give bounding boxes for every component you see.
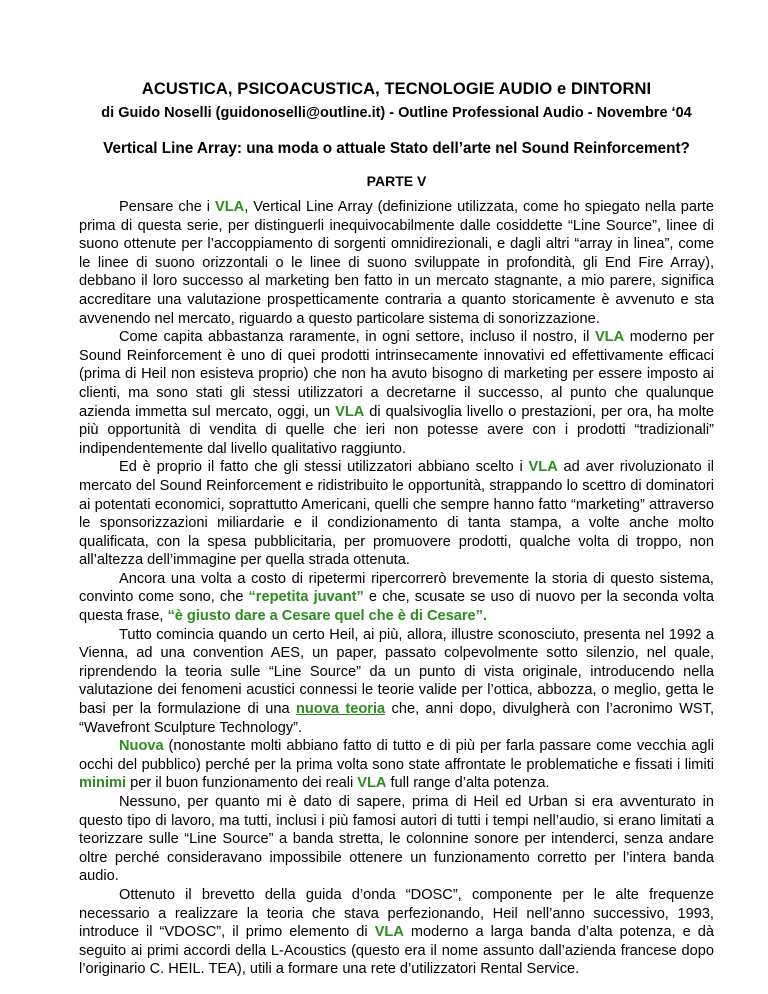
author-line: di Guido Noselli (guidonoselli@outline.it) - Outline Professional Audio - Novembre ‘04 <box>101 105 692 121</box>
body-paragraph <box>79 198 714 328</box>
body-paragraph <box>79 886 714 979</box>
paragraph-text: per il buon funzionamento dei reali <box>126 775 358 792</box>
body-paragraph <box>79 626 714 738</box>
paragraph-text: Nessuno, per quanto mi è dato di sapere, prima di Heil ed Urban si era avventurato in questo tipo di lavoro, ma tutti, inclusi i più famosi autori di tutti i tempi nell’audio, si erano limitati a teorizzare sulle “Line Source” a banda stretta, le colonnine sonore per intenderci, senza andare oltre perché consideravano impossibile ottenere un funzionamento corretto per l’intera banda audio. <box>79 794 714 885</box>
paragraph-text: Ottenuto il brevetto della guida d’onda “DOSC”, componente per le alte frequenze necessario a realizzare la teoria che stava perfezionando, Heil nell’anno successivo, 1993, introduce il “VDOSC”, il primo elemento di <box>79 886 714 941</box>
paragraph-text: (nonostante molti abbiano fatto di tutto e di più per farla passare come vecchia agli occhi del pubblico) perché per la prima volta sono state affrontate le problematiche e fissati i limiti <box>79 738 714 773</box>
paragraph-text: che, anni dopo, divulgherà con l’acronimo WST, “Wavefront Sculpture Technology”. <box>79 701 714 736</box>
highlighted-term: VLA <box>594 329 625 346</box>
paragraph-text: e che, scusate se uso di nuovo per la seconda volta questa frase, <box>79 589 714 625</box>
paragraph-text: moderno per Sound Reinforcement è uno di quei prodotti intrinsecamente innovativi ed effettivamente efficaci (prima di Heil non esisteva proprio) che non ha avuto bisogno di marketing per essere imposto ai clienti, ma sono stati gli stessi utilizzatori a decretarne il successo, al punto che qualunque azienda immetta sul mercato, oggi, un <box>79 329 714 420</box>
highlighted-term: “è giusto dare a Cesare quel che è di Cesare”. <box>167 608 488 625</box>
highlighted-term: “repetita juvant” <box>248 589 364 606</box>
highlighted-term: VLA <box>528 459 558 476</box>
body-paragraph <box>79 328 714 458</box>
part-label: PARTE V <box>366 173 427 189</box>
highlighted-term: Nuova <box>119 738 164 755</box>
paragraph-text: di qualsivoglia livello o prestazioni, per ora, ha molte più opportunità di vendita di quelle che ieri non potesse avere con i prodotti “tradizionali” indipendentemente dal livello qualitativo raggiunto. <box>79 403 714 457</box>
highlighted-term: nuova teoria <box>296 701 386 718</box>
paragraph-text: Come capita abbastanza raramente, in ogni settore, incluso il nostro, il <box>119 329 595 346</box>
paragraph-text: Ancora una volta a costo di ripetermi ripercorrerò brevemente la storia di questo sistema, convinto come sono, che <box>79 570 714 606</box>
highlighted-term: VLA <box>357 775 387 792</box>
body-paragraph <box>79 570 714 626</box>
body-paragraph <box>79 458 714 570</box>
body-paragraph <box>79 737 714 793</box>
document-title: ACUSTICA, PSICOACUSTICA, TECNOLOGIE AUDIO e DINTORNI <box>141 80 652 98</box>
paragraph-text: , Vertical Line Array (definizione utilizzata, come ho spiegato nella parte prima di questa serie, per distinguerli inequivocabilmente dalle cosiddette “Line Source”, linee di suono ottenute per l’accoppiamento di sorgenti omnidirezionali, e dagli altri “array in linea”, come le linee di suono orizzontali o le linee di suono sviluppate in profondità, gli End Fire Array), debbano il loro successo al marketing ben fatto in un mercato stagnante, a mio parere, significa accreditare una valutazione prospetticamente contraria a quanto storicamente è avvenuto e sta avvenendo nel mercato, riguardo a questo particolare sistema di sonorizzazione. <box>79 199 714 327</box>
highlighted-term: VLA <box>374 924 404 941</box>
paragraph-text: Tutto comincia quando un certo Heil, ai più, allora, illustre sconosciuto, presenta nel 1992 a Vienna, ad una convention AES, un paper, passato colpevolmente sotto silenzio, nel quale, riprendendo la teoria sulle “Line Source” da un punto di vista originale, introducendo nella valutazione dei fenomeni acustici connessi le teorie valide per l’ottica, abbozza, o meglio, getta le basi per la formulazione di una <box>79 626 714 718</box>
highlighted-term: VLA <box>215 199 245 215</box>
article-body <box>79 198 714 979</box>
paragraph-text: ad aver rivoluzionato il mercato del Sound Reinforcement e ridistribuito le opportunità, strappando lo scettro di dominatori ai potentati economici, soprattutto Americani, quelli che sempre hanno fatto “marketing” attraverso le sponsorizzazioni miliardarie e il condizionamento di tanta stampa, a volte anche molto qualificata, con la spesa pubblicitaria, per promuovere prodotti, qualche volta di troppo, non all’altezza dell’immagine per quella strada ottenuta. <box>79 459 714 569</box>
paragraph-text: Pensare che i <box>119 199 215 215</box>
paragraph-text: full range d’alta potenza. <box>386 775 550 792</box>
highlighted-term: minimi <box>79 775 127 792</box>
paragraph-text: moderno a larga banda d’alta potenza, e dà seguito ai primi accordi della L-Acoustics (questo era il nome assunto dall’azienda francese dopo l’originario C. HEIL. TEA), utili a formare una rete d’utilizzatori Rental Service. <box>79 924 714 978</box>
article-headline: Vertical Line Array: una moda o attuale Stato dell’arte nel Sound Reinforcement? <box>103 140 690 157</box>
body-paragraph <box>79 793 714 886</box>
highlighted-term: VLA <box>335 403 365 420</box>
paragraph-text: Ed è proprio il fatto che gli stessi utilizzatori abbiano scelto i <box>119 459 529 476</box>
